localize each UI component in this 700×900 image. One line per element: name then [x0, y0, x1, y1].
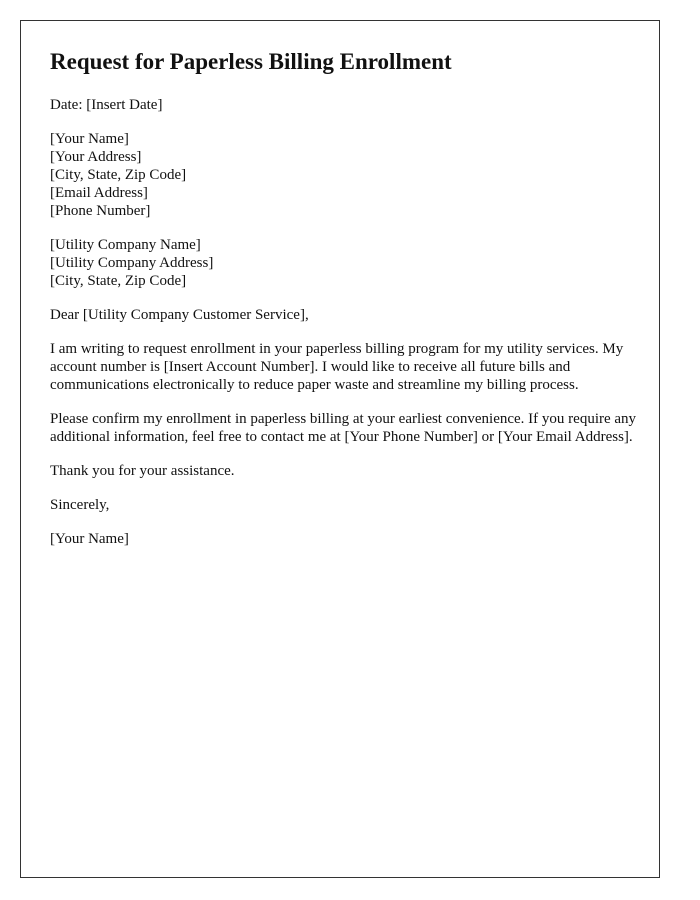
sender-email: [Email Address] [50, 185, 148, 201]
recipient-address-block [50, 236, 640, 290]
date-line: Date: [Insert Date] [50, 97, 163, 113]
recipient-company-name: [Utility Company Name] [50, 237, 201, 253]
letter-page [20, 20, 660, 878]
sender-address: [Your Address] [50, 149, 142, 165]
sender-phone: [Phone Number] [50, 203, 151, 219]
sender-name: [Your Name] [50, 131, 129, 147]
signature-name: [Your Name] [50, 531, 129, 547]
letter-title: Request for Paperless Billing Enrollment [50, 49, 452, 74]
thanks-line: Thank you for your assistance. [50, 463, 235, 479]
recipient-company-address: [Utility Company Address] [50, 255, 214, 271]
body-paragraph-1: I am writing to request enrollment in your paperless billing program for my utility services. My account number is [Insert Account Number]. I would like to receive all future bills and communications electronically to reduce paper waste and streamline my billing process. [50, 341, 624, 393]
salutation: Dear [Utility Company Customer Service], [50, 307, 309, 323]
letter-content [50, 47, 640, 548]
recipient-city-state-zip: [City, State, Zip Code] [50, 273, 187, 289]
closing: Sincerely, [50, 497, 110, 513]
body-paragraph-2: Please confirm my enrollment in paperless billing at your earliest convenience. If you require any additional information, feel free to contact me at [Your Phone Number] or [Your Email Address]. [50, 411, 637, 445]
sender-address-block [50, 130, 640, 220]
sender-city-state-zip: [City, State, Zip Code] [50, 167, 187, 183]
